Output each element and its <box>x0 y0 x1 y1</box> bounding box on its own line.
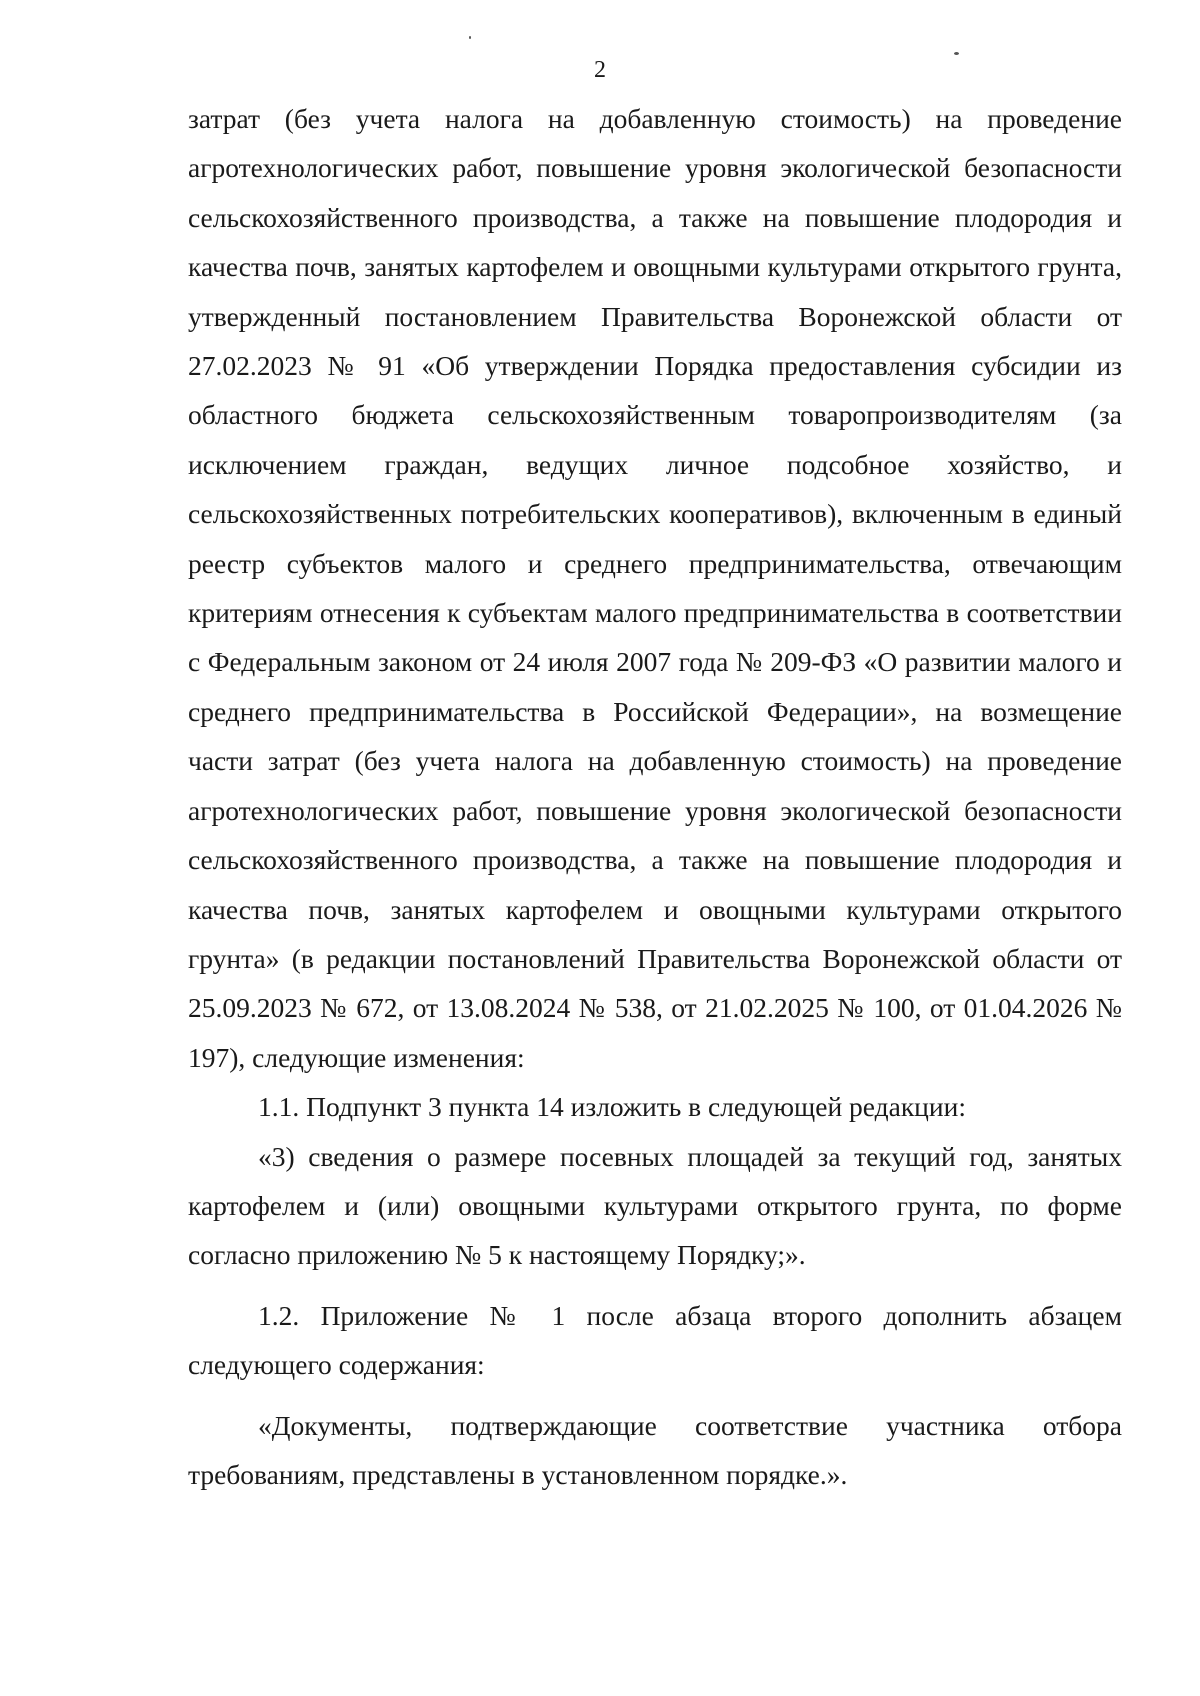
paragraph-item-1-1: 1.1. Подпункт 3 пункта 14 изложить в следующей редакции: <box>258 1091 966 1123</box>
scan-speck <box>469 36 471 39</box>
page-number: 2 <box>594 57 606 83</box>
document-body <box>188 94 1122 1499</box>
scan-speck <box>954 52 959 55</box>
paragraph-item-1-2: 1.2. Приложение № 1 после абзаца второго дополнить абзацем следующего содержания: <box>188 1299 1122 1381</box>
paragraph-continuation: затрат (без учета налога на добавленную стоимость) на проведение агротехнологических работ, повышение уровня экологической безопасности сельскохозяйственного производства, а также на повышение плодородия и качества почв, занятых картофелем и овощными культурами открытого грунта, утвержденный постановлением Правительства Воронежской области от 27.02.2023 № 91 «Об утверждении Порядка предоставления субсидии из областного бюджета сельскохозяйственным товаропроизводителям (за исключением граждан, ведущих личное подсобное хозяйство, и сельскохозяйственных потребительских кооперативов), включенным в единый реестр субъектов малого и среднего предпринимательства, отвечающим критериям отнесения к субъектам малого предпринимательства в соответствии с Федеральным законом от 24 июля 2007 года № 209-ФЗ «О развитии малого и среднего предпринимательства в Российской Федерации», на возмещение части затрат (без учета налога на добавленную стоимость) на проведение агротехнологических работ, повышение уровня экологической безопасности сельскохозяйственного производства, а также на повышение плодородия и качества почв, занятых картофелем и овощными культурами открытого грунта» (в редакции постановлений Правительства Воронежской области от 25.09.2023 № 672, от 13.08.2024 № 538, от 21.02.2025 № 100, от 01.04.2026 № 197), следующие изменения: <box>188 103 1122 1073</box>
paragraph-quote-documents: «Документы, подтверждающие соответствие участника отбора требованиям, представлены в установленном порядке.». <box>188 1409 1122 1490</box>
paragraph-quote-subitem-3: «3) сведения о размере посевных площадей за текущий год, занятых картофелем и (или) овощными культурами открытого грунта, по форме согласно приложению № 5 к настоящему Порядку;». <box>188 1140 1122 1271</box>
